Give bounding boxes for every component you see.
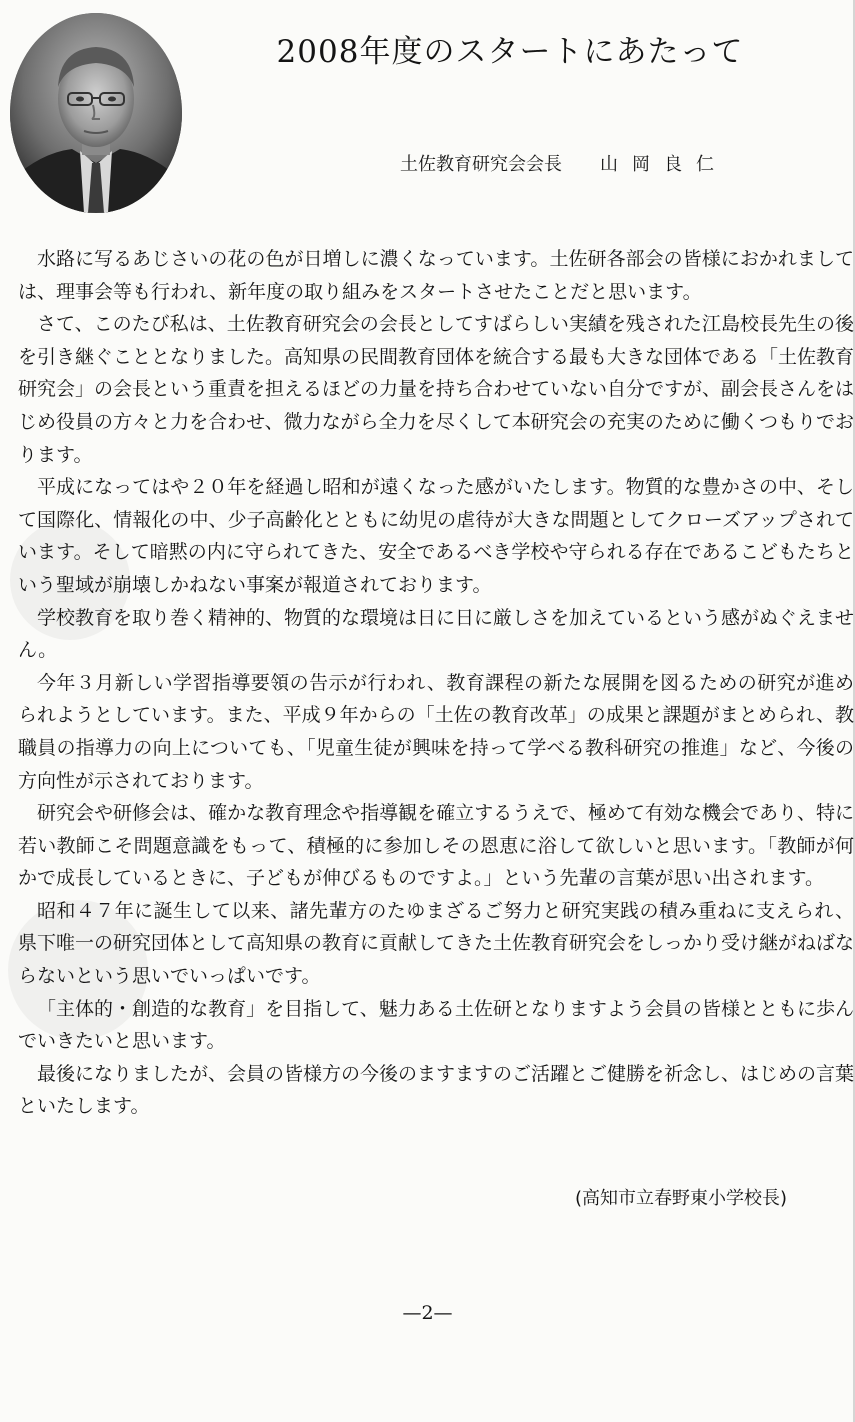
paragraph: 「主体的・創造的な教育」を目指して、魅力ある土佐研となりますよう会員の皆様とともに歩んでいきたいと思います。 — [18, 997, 854, 1053]
paragraph: 今年３月新しい学習指導要領の告示が行われ、教育課程の新たな展開を図るための研究が進められようとしています。また、平成９年からの「土佐の教育改革」の成果と課題がまとめられ、教職員の指導力の向上についても、「児童生徒が興味を持って学べる教科研究の推進」など、今後の方向性が示されております。 — [18, 671, 854, 792]
portrait-illustration — [10, 13, 182, 213]
paragraph: 学校教育を取り巻く精神的、物質的な環境は日に日に厳しさを加えているという感がぬぐえません。 — [18, 606, 855, 662]
author-role: 土佐教育研究会会長 — [400, 154, 562, 175]
author-line — [400, 150, 728, 176]
paragraph: さて、このたび私は、土佐教育研究会の会長としてすばらしい実績を残された江島校長先生の後を引き継ぐこととなりました。高知県の民間教育団体を統合する最も大きな団体である「土佐教育研究会」の会長という重責を担えるほどの力量を持ち合わせていない自分ですが、副会長さんをはじめ役員の方々と力を合わせ、微力ながら全力を尽くして本研究会の充実のために働くつもりでおります。 — [18, 313, 855, 466]
paragraph: 最後になりましたが、会員の皆様方の今後のますますのご活躍とご健勝を祈念し、はじめの言葉といたします。 — [18, 1062, 855, 1118]
author-photo — [10, 13, 182, 213]
paragraph: 水路に写るあじさいの花の色が日増しに濃くなっています。土佐研各部会の皆様におかれましては、理事会等も行われ、新年度の取り組みをスタートさせたことだと思います。 — [18, 248, 854, 303]
author-affiliation: (高知市立春野東小学校長) — [574, 1188, 787, 1209]
paragraph: 昭和４７年に誕生して以来、諸先輩方のたゆまざるご努力と研究実践の積み重ねに支えられ、県下唯一の研究団体として高知県の教育に貢献してきた土佐教育研究会をしっかり受け継がねばならないという思いでいっぱいです。 — [18, 899, 855, 988]
page-number: —2— — [402, 1302, 453, 1324]
paragraph: 研究会や研修会は、確かな教育理念や指導観を確立するうえで、極めて有効な機会であり、特に若い教師こそ問題意識をもって、積極的に参加しその恩恵に浴して欲しいと思います。「教師が何かで成長しているときに、子どもが伸びるものですよ。」という先輩の言葉が思い出されます。 — [18, 802, 854, 890]
paragraph: 平成になってはや２０年を経過し昭和が遠くなった感がいたします。物質的な豊かさの中、そして国際化、情報化の中、少子高齢化とともに幼児の虐待が大きな問題としてクローズアップされています。そして暗黙の内に守られてきた、安全であるべき学校や守られる存在であるこどもたちという聖域が崩壊しかねない事案が報道されております。 — [18, 476, 854, 596]
author-name: 山岡良仁 — [600, 154, 728, 175]
article-title: 2008年度のスタートにあたって — [276, 34, 744, 70]
article-body — [18, 243, 854, 1123]
